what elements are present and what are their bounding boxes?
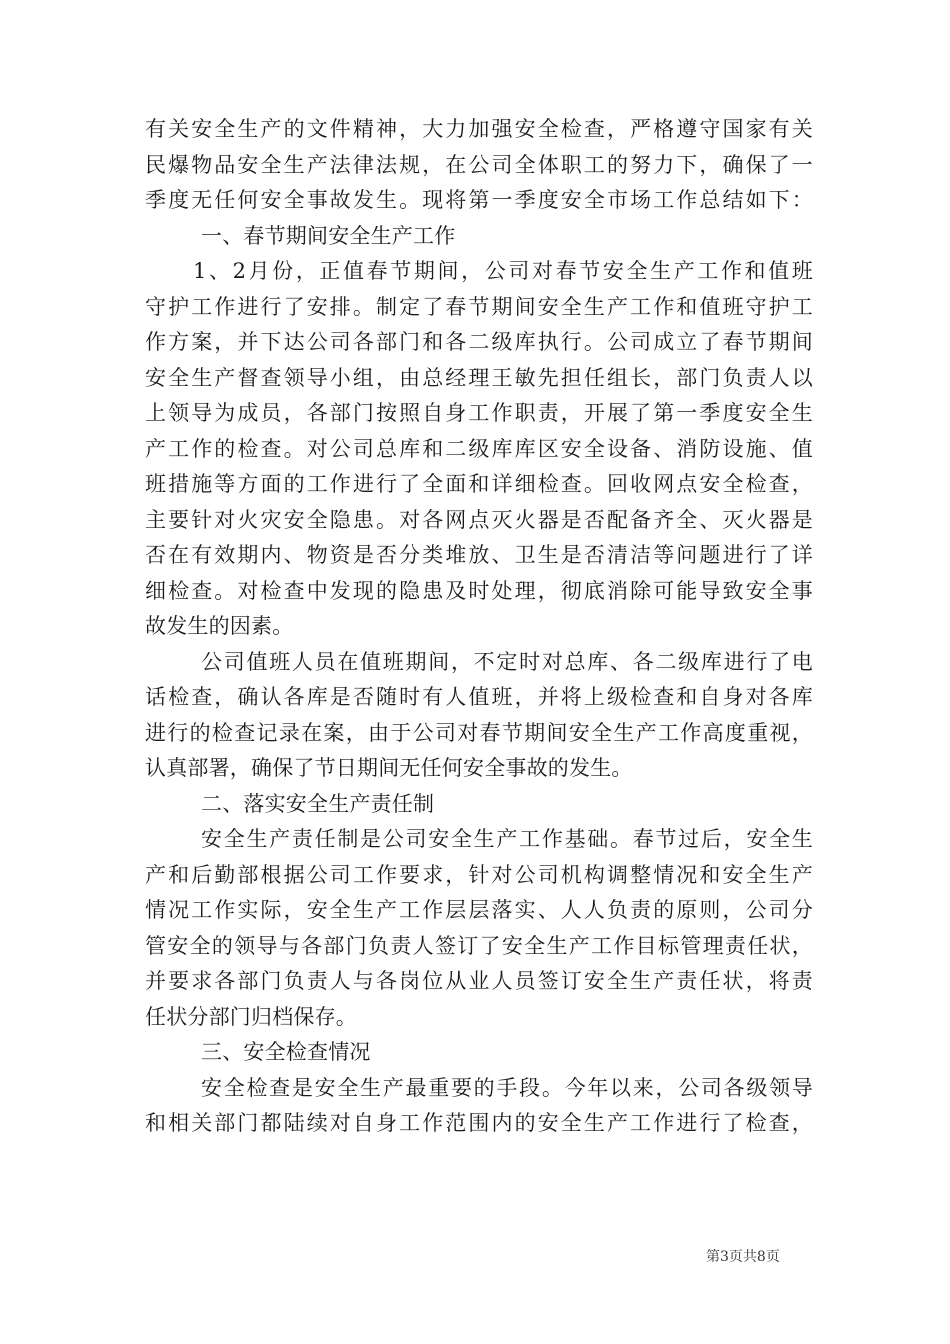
section-heading: 二、落实安全生产责任制: [201, 791, 435, 816]
text-line: 有关安全生产的文件精神，大力加强安全检查，严格遵守国家有关: [145, 117, 813, 141]
text-line: 产和后勤部根据公司工作要求，针对公司机构调整情况和安全生产: [145, 862, 813, 887]
text-line: 守护工作进行了安排。制定了春节期间安全生产工作和值班守护工: [145, 294, 813, 319]
text-line: 安全检查是安全生产最重要的手段。今年以来，公司各级领导: [201, 1075, 813, 1100]
document-body: [145, 112, 813, 1142]
text-line: 和相关部门都陆续对自身工作范围内的安全生产工作进行了检查，: [145, 1111, 813, 1135]
text-line: 否在有效期内、物资是否分类堆放、卫生是否清洁等问题进行了详: [145, 543, 813, 567]
text-line: 主要针对火灾安全隐患。对各网点灭火器是否配备齐全、灭火器是: [145, 507, 813, 532]
text-line: 民爆物品安全生产法律法规，在公司全体职工的努力下，确保了一: [145, 152, 813, 177]
section-heading: 一、春节期间安全生产工作: [201, 223, 456, 248]
text-line: 情况工作实际，安全生产工作层层落实、人人负责的原则，公司分: [145, 898, 813, 922]
text-line: 上领导为成员，各部门按照自身工作职责，开展了第一季度安全生: [145, 401, 813, 425]
text-line: 并要求各部门负责人与各岗位从业人员签订安全生产责任状，将责: [145, 969, 813, 993]
text-line: 进行的检查记录在案，由于公司对春节期间安全生产工作高度重视，: [145, 720, 813, 745]
text-line: 1、2月份，正值春节期间，公司对春节安全生产工作和值班: [193, 259, 813, 283]
text-line: 安全生产责任制是公司安全生产工作基础。春节过后，安全生: [201, 827, 813, 851]
text-line: 细检查。对检查中发现的隐患及时处理，彻底消除可能导致安全事: [145, 578, 813, 603]
text-line: 作方案，并下达公司各部门和各二级库执行。公司成立了春节期间: [145, 330, 813, 354]
text-line: 公司值班人员在值班期间，不定时对总库、各二级库进行了电: [201, 649, 813, 674]
text-line: 认真部署，确保了节日期间无任何安全事故的发生。: [145, 756, 633, 780]
section-heading: 三、安全检查情况: [201, 1040, 371, 1064]
text-line: 话检查，确认各库是否随时有人值班，并将上级检查和自身对各库: [145, 685, 813, 709]
text-line: 故发生的因素。: [145, 614, 294, 638]
text-line: 管安全的领导与各部门负责人签订了安全生产工作目标管理责任状，: [145, 933, 813, 958]
text-line: 班措施等方面的工作进行了全面和详细检查。回收网点安全检查，: [145, 472, 813, 496]
text-line: 季度无任何安全事故发生。现将第一季度安全市场工作总结如下：: [145, 188, 813, 212]
text-line: 产工作的检查。对公司总库和二级库库区安全设备、消防设施、值: [145, 436, 813, 461]
page-number: 第3页共8页: [706, 1249, 780, 1265]
text-line: 任状分部门归档保存。: [145, 1004, 357, 1029]
text-line: 安全生产督查领导小组，由总经理王敏先担任组长，部门负责人以: [145, 365, 813, 390]
